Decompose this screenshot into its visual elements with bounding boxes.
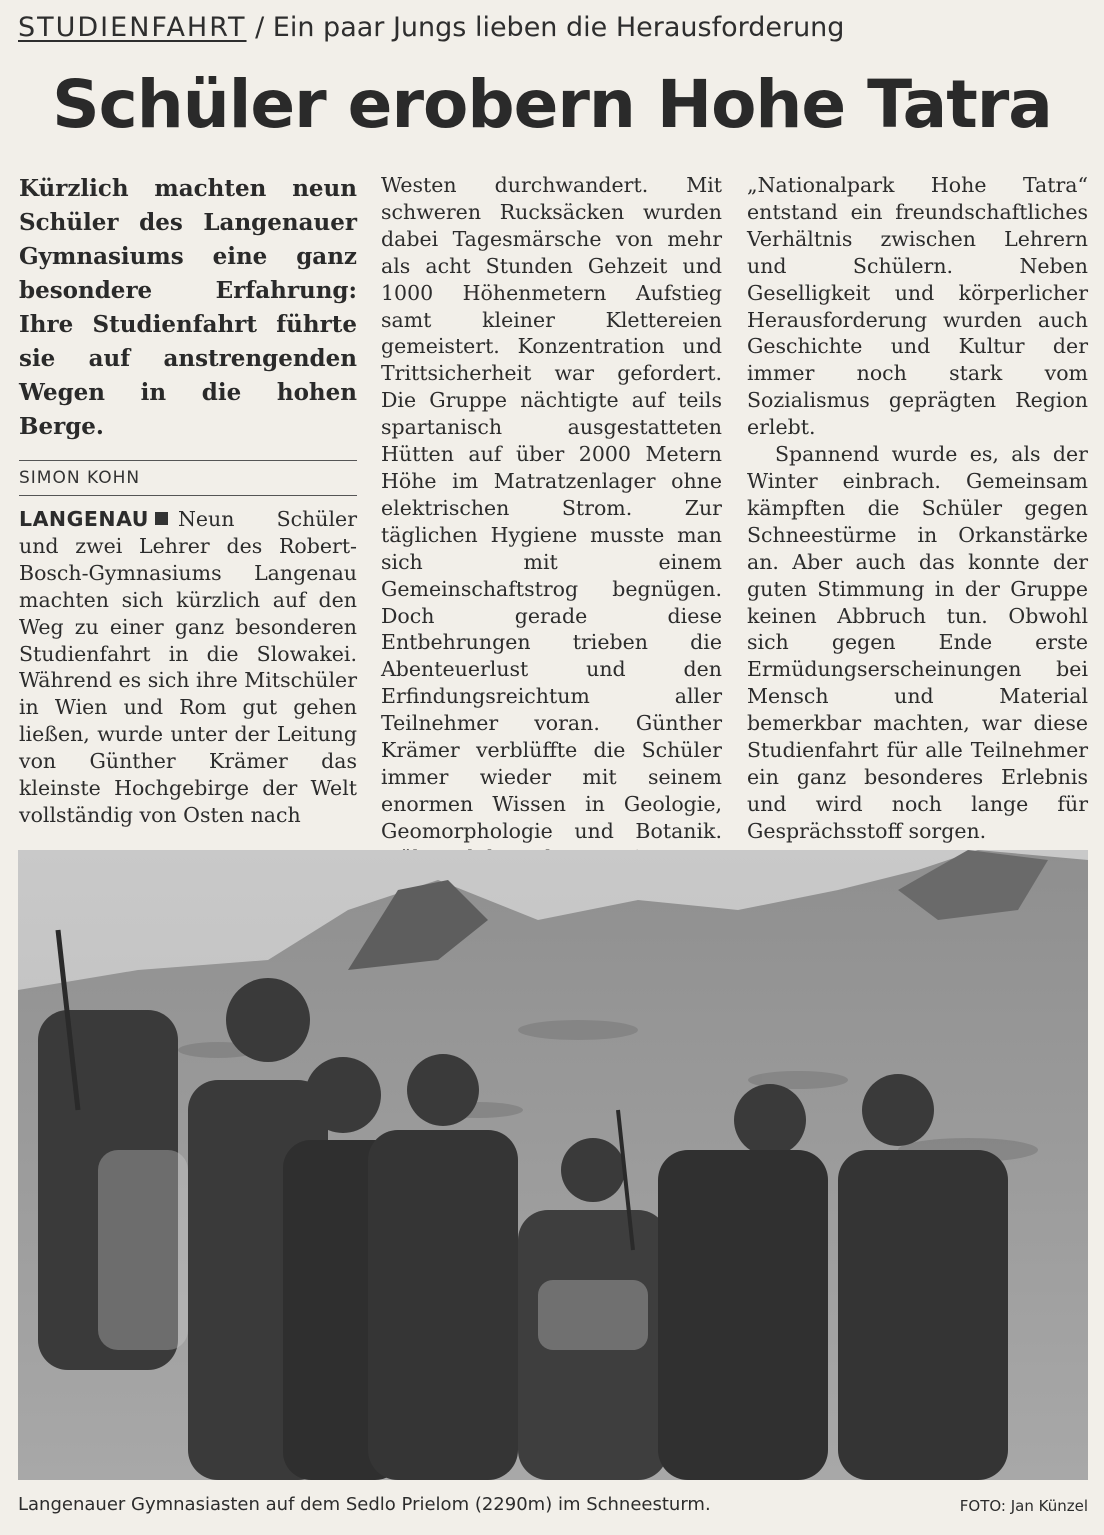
body-paragraph: [19, 506, 357, 829]
body-text-col3-p1: „Nationalpark Hohe Tatra“ entstand ein freundschaftliches Verhältnis zwischen Lehrern und Schülern. Neben Geselligkeit und körperlicher Herausforderung wurden auch Geschichte und Kultur der immer noch stark vom Sozialismus geprägten Region erlebt.: [747, 173, 1088, 440]
lead-paragraph: Kürzlich machten neun Schüler des Langenauer Gymnasiums eine ganz besondere Erfahrung: Ihre Studienfahrt führte sie auf anstrengenden Wegen in die hohen Berge.: [19, 175, 357, 440]
dateline: LANGENAU: [19, 507, 149, 531]
body-text-col3-p2: Spannend wurde es, als der Winter einbrach. Gemeinsam kämpften die Schüler gegen Schneestürme in Orkanstärke an. Aber auch das konnte der guten Stimmung in der Gruppe keinen Abbruch tun. Obwohl sich gegen Ende erste Ermüdungserscheinungen bei Mensch und Material bemerkbar machten, war diese Studienfahrt für alle Teilnehmer ein ganz besonderes Erlebnis und wird noch lange für Gesprächsstoff sorgen.: [747, 442, 1088, 843]
kicker: [18, 8, 1088, 48]
photo-caption: Langenauer Gymnasiasten auf dem Sedlo Prielom (2290m) im Schneesturm.: [18, 1494, 711, 1515]
byline-rule-bottom: [19, 495, 357, 496]
mountain-group-photo-illustration: [18, 850, 1088, 1480]
kicker-subtitle: Ein paar Jungs lieben die Herausforderung: [272, 12, 845, 43]
byline: SIMON KOHN: [19, 468, 141, 488]
body-text-col2: Westen durchwandert. Mit schweren Rucksäcken wurden dabei Tagesmärsche von mehr als acht Stunden Gehzeit und 1000 Höhenmetern Aufstieg samt kleiner Klettereien gemeistert. Konzentration und Trittsicherheit war gefordert. Die Gruppe nächtigte auf teils spartanisch ausgestatteten Hütten auf über 2000 Metern Höhe im Matratzenlager ohne elektrischen Strom. Zur täglichen Hygiene musste man sich mit einem Gemeinschaftstrog begnügen. Doch gerade diese Entbehrungen trieben die Abenteuerlust und den Erfindungsreichtum aller Teilnehmer voran. Günther Krämer verblüffte die Schüler immer wieder mit seinem enormen Wissen in Geologie, Geomorphologie und Botanik.: [381, 173, 722, 843]
body-text-col1: Neun Schüler und zwei Lehrer des Robert-Bosch-Gymnasiums Langenau machten sich kürzlich auf den Weg zu einer ganz besonderen Studienfahrt in die Slowakei. Während es sich ihre Mitschüler in Wien und Rom gut gehen ließen, wurde unter der Leitung von Günther Krämer das kleinste Hochgebirge der Welt vollständig von Osten nach: [19, 507, 357, 827]
kicker-topic: STUDIENFAHRT: [18, 12, 247, 43]
column-1: [19, 172, 357, 829]
photo-credit: FOTO: Jan Künzel: [959, 1497, 1088, 1515]
column-3: [747, 172, 1088, 845]
kicker-separator: /: [246, 12, 273, 43]
dateline-square-icon: [155, 512, 168, 525]
headline: Schüler erobern Hohe Tatra: [52, 66, 1052, 143]
group-photo: [18, 850, 1088, 1480]
column-2: [381, 172, 722, 872]
